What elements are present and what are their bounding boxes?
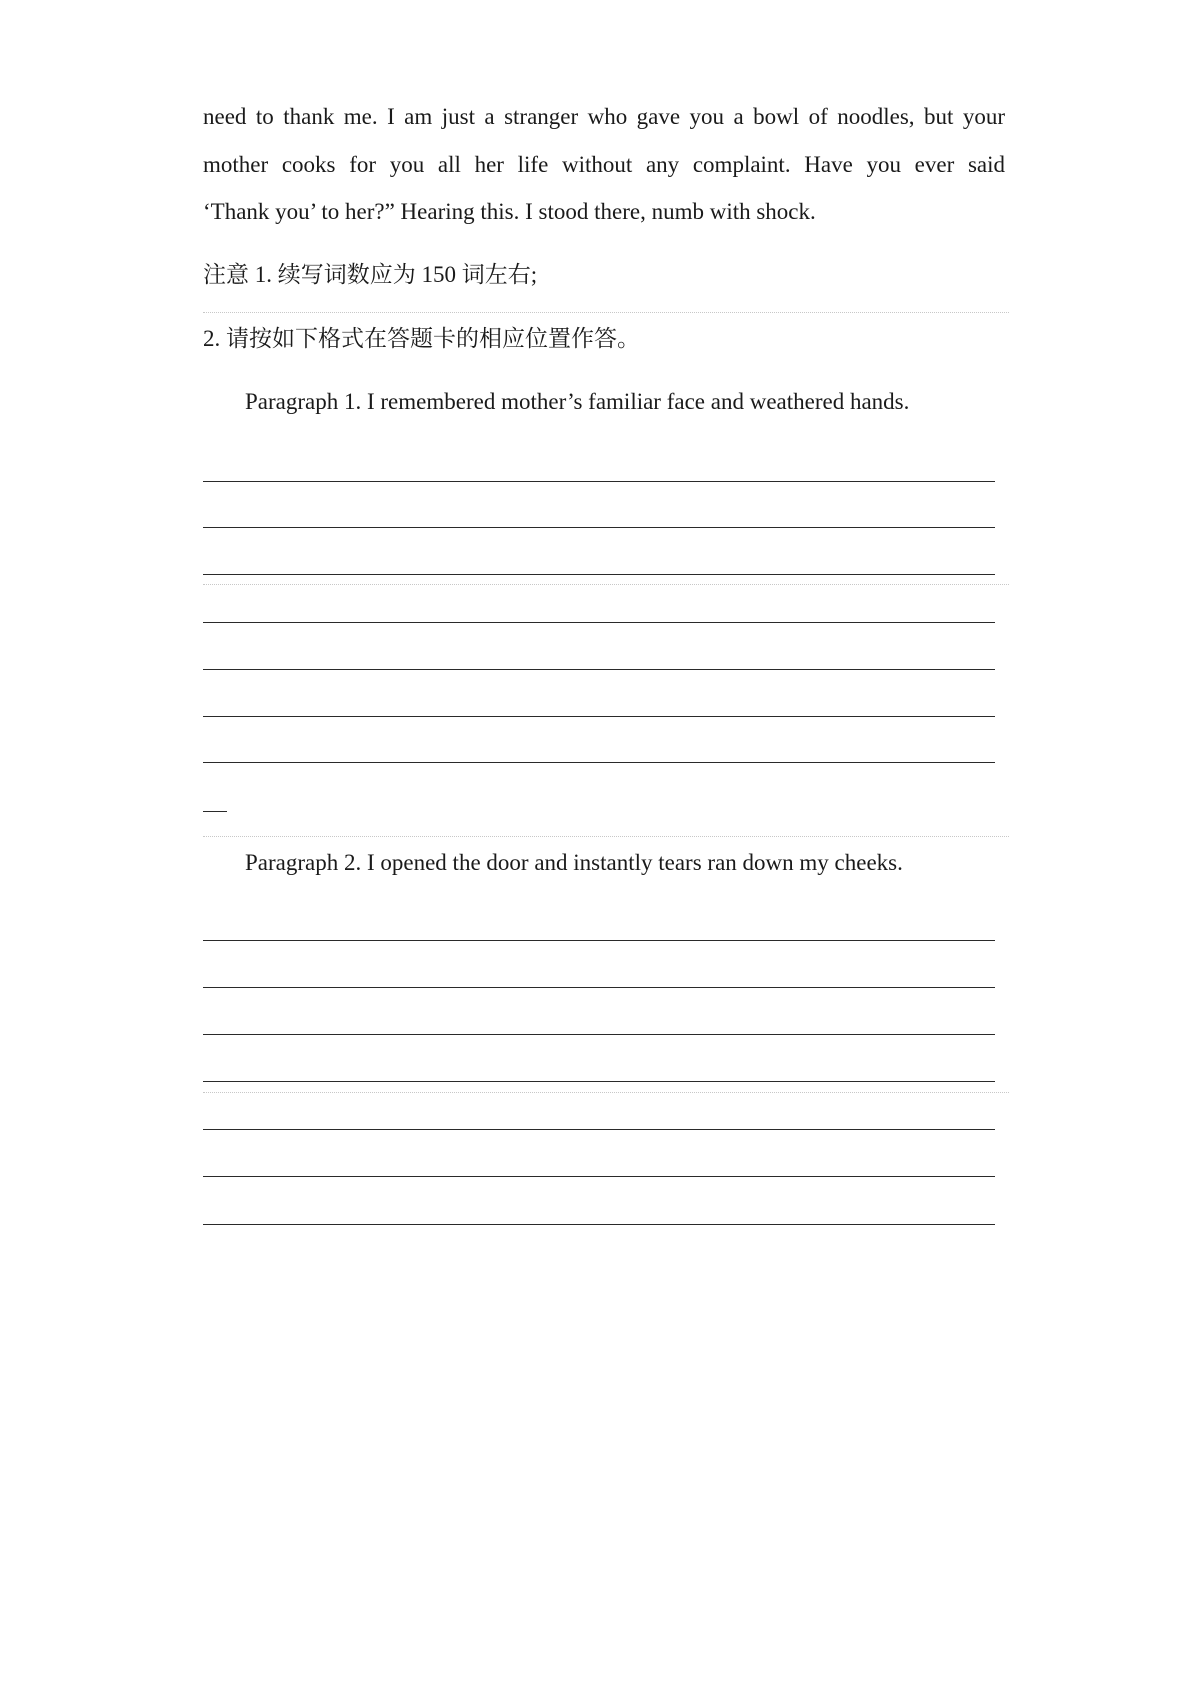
paragraph-2-prompt: Paragraph 2. I opened the door and instantly tears ran down my cheeks.	[245, 850, 903, 875]
paragraph-2-answer-line[interactable]	[203, 1034, 995, 1035]
paragraph-2-answer-line[interactable]	[203, 1081, 995, 1082]
paragraph-2-answer-line[interactable]	[203, 987, 995, 988]
paragraph-2-answer-line[interactable]	[203, 1224, 995, 1225]
dotted-divider	[203, 584, 1009, 585]
note-word-count: 注意 1. 续写词数应为 150 词左右;	[203, 262, 538, 287]
passage-line-2: mother cooks for you all her life without any complaint. Have you ever said	[203, 151, 1005, 177]
paragraph-1-answer-line[interactable]	[203, 527, 995, 528]
passage-line-1: need to thank me. I am just a stranger who gave you a bowl of noodles, but your	[203, 104, 1005, 129]
paragraph-1-answer-line-tail[interactable]	[203, 811, 227, 812]
paragraph-2-answer-line[interactable]	[203, 1176, 995, 1177]
paragraph-1-answer-line[interactable]	[203, 716, 995, 717]
paragraph-1-answer-line[interactable]	[203, 574, 995, 575]
story-passage	[203, 93, 1005, 236]
paragraph-1-answer-line[interactable]	[203, 622, 995, 623]
passage-line-3: ‘Thank you’ to her?” Hearing this. I stood there, numb with shock.	[203, 199, 816, 224]
paragraph-1-answer-line[interactable]	[203, 669, 995, 670]
paragraph-1-answer-line[interactable]	[203, 762, 995, 763]
paragraph-2-answer-line[interactable]	[203, 940, 995, 941]
dotted-divider	[203, 1092, 1009, 1093]
dotted-divider	[203, 836, 1009, 837]
paragraph-1-answer-line[interactable]	[203, 481, 995, 482]
paragraph-1-prompt: Paragraph 1. I remembered mother’s familiar face and weathered hands.	[245, 389, 910, 414]
note-answer-format: 2. 请按如下格式在答题卡的相应位置作答。	[203, 326, 640, 351]
dotted-divider	[203, 312, 1009, 313]
paragraph-2-answer-line[interactable]	[203, 1129, 995, 1130]
